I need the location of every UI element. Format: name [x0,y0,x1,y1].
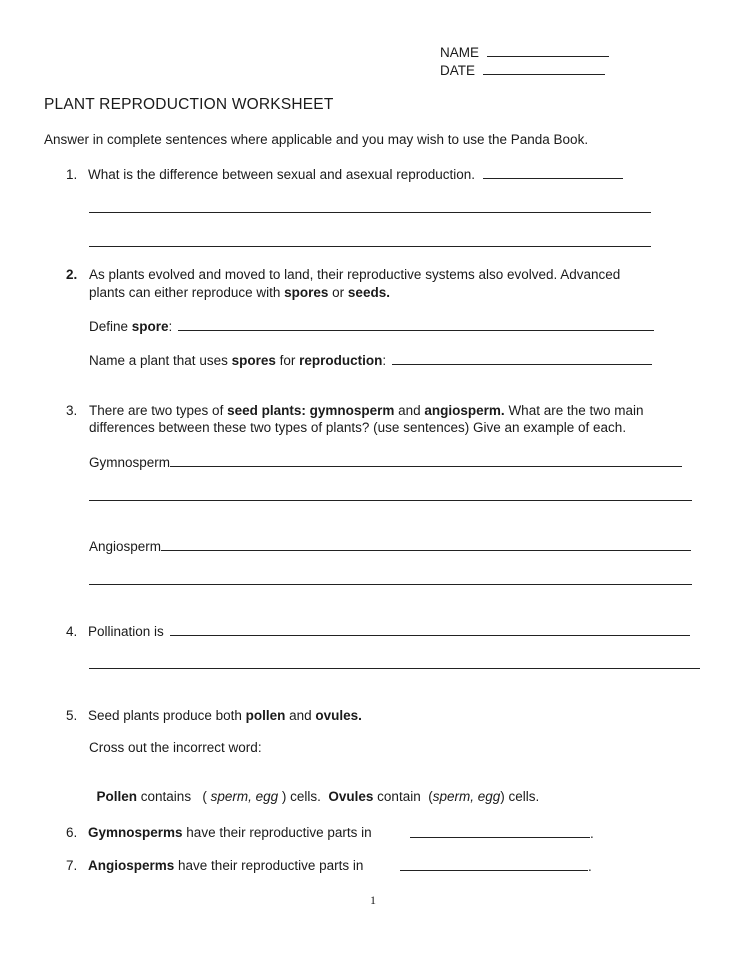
pollen-ovules-statement [89,774,539,804]
pollen-choice[interactable]: sperm, egg [210,789,279,804]
question-7 [66,858,363,873]
question-7-answer [400,858,592,874]
term-angiosperm: angiosperm. [424,403,505,418]
page-number: 1 [370,893,376,907]
text: have their reproductive parts in [174,858,364,873]
term-gymnosperms: Gymnosperms [88,825,183,840]
cross-out-instruction: Cross out the incorrect word: [89,740,262,755]
text: have their reproductive parts in [182,825,372,840]
define-spore [89,318,654,334]
answer-blank[interactable] [161,538,691,551]
text: Name a plant that uses [89,353,232,368]
term-ovules: ovules. [315,708,362,723]
question-number: 6. [66,825,78,840]
name-label: NAME [440,45,480,60]
instructions: Answer in complete sentences where applicable and you may wish to use the Panda Book. [44,132,589,147]
text: . [588,859,592,874]
question-1 [66,166,623,182]
answer-line[interactable] [89,668,700,669]
term-reproduction: reproduction [299,353,383,368]
text: Define [89,319,132,334]
text: Seed plants produce both [88,708,246,723]
term-pollen: pollen [245,708,286,723]
question-text: What is the difference between sexual and asexual reproduction. [88,167,475,182]
answer-blank[interactable] [170,454,682,467]
date-label: DATE [440,63,476,78]
term-ovules: Ovules [328,789,374,804]
text: and [394,403,425,418]
term-seed-plants: seed plants: gymnosperm [227,403,395,418]
name-spore-plant [89,352,652,368]
question-number: 2. [66,267,78,282]
answer-line[interactable] [89,246,651,247]
question-number: 7. [66,858,78,873]
answer-blank[interactable] [170,623,690,636]
text: plants can either reproduce with [89,285,285,300]
text: ) cells. [278,789,329,804]
text: or [328,285,348,300]
question-3-line-1 [89,403,644,418]
term-spores: spores [231,353,276,368]
page-title: PLANT REPRODUCTION WORKSHEET [44,96,334,113]
question-number: 1. [66,167,78,182]
date-field[interactable] [440,62,605,78]
answer-line[interactable] [89,500,692,501]
ovules-choice[interactable]: sperm, egg [432,789,501,804]
question-6 [66,825,372,840]
name-blank[interactable] [487,44,609,57]
question-5 [66,708,362,723]
name-field[interactable] [440,44,609,60]
text: contain ( [373,789,433,804]
date-blank[interactable] [483,62,605,75]
answer-blank[interactable] [392,352,652,365]
answer-line[interactable] [89,212,651,213]
question-number: 4. [66,624,78,639]
text: What are the two main [504,403,644,418]
text: for [275,353,300,368]
question-4 [66,623,690,639]
question-number: 5. [66,708,78,723]
question-2-line-2 [89,285,390,300]
question-number: 3. [66,403,78,418]
answer-blank[interactable] [410,825,590,838]
question-6-answer [410,825,594,841]
text: . [590,826,594,841]
gymnosperm-field [89,454,682,470]
term-seeds: seeds. [347,285,390,300]
term-pollen: Pollen [96,789,138,804]
term-spores: spores [284,285,329,300]
text: and [285,708,316,723]
question-text: Pollination is [88,624,164,639]
answer-blank[interactable] [178,318,654,331]
gymnosperm-label: Gymnosperm [89,455,171,470]
term-spore: spore [131,319,169,334]
term-angiosperms: Angiosperms [88,858,175,873]
answer-blank[interactable] [483,166,623,179]
question-2-line-1: As plants evolved and moved to land, their reproductive systems also evolved. Advanced [89,267,621,282]
answer-blank[interactable] [400,858,588,871]
text: ) cells. [500,789,540,804]
angiosperm-label: Angiosperm [89,539,162,554]
answer-line[interactable] [89,584,692,585]
text: : [168,319,173,334]
text: contains ( [137,789,211,804]
text: : [382,353,387,368]
question-3-line-2: differences between these two types of plants? (use sentences) Give an example of each. [89,420,627,435]
text: There are two types of [89,403,228,418]
angiosperm-field [89,538,691,554]
